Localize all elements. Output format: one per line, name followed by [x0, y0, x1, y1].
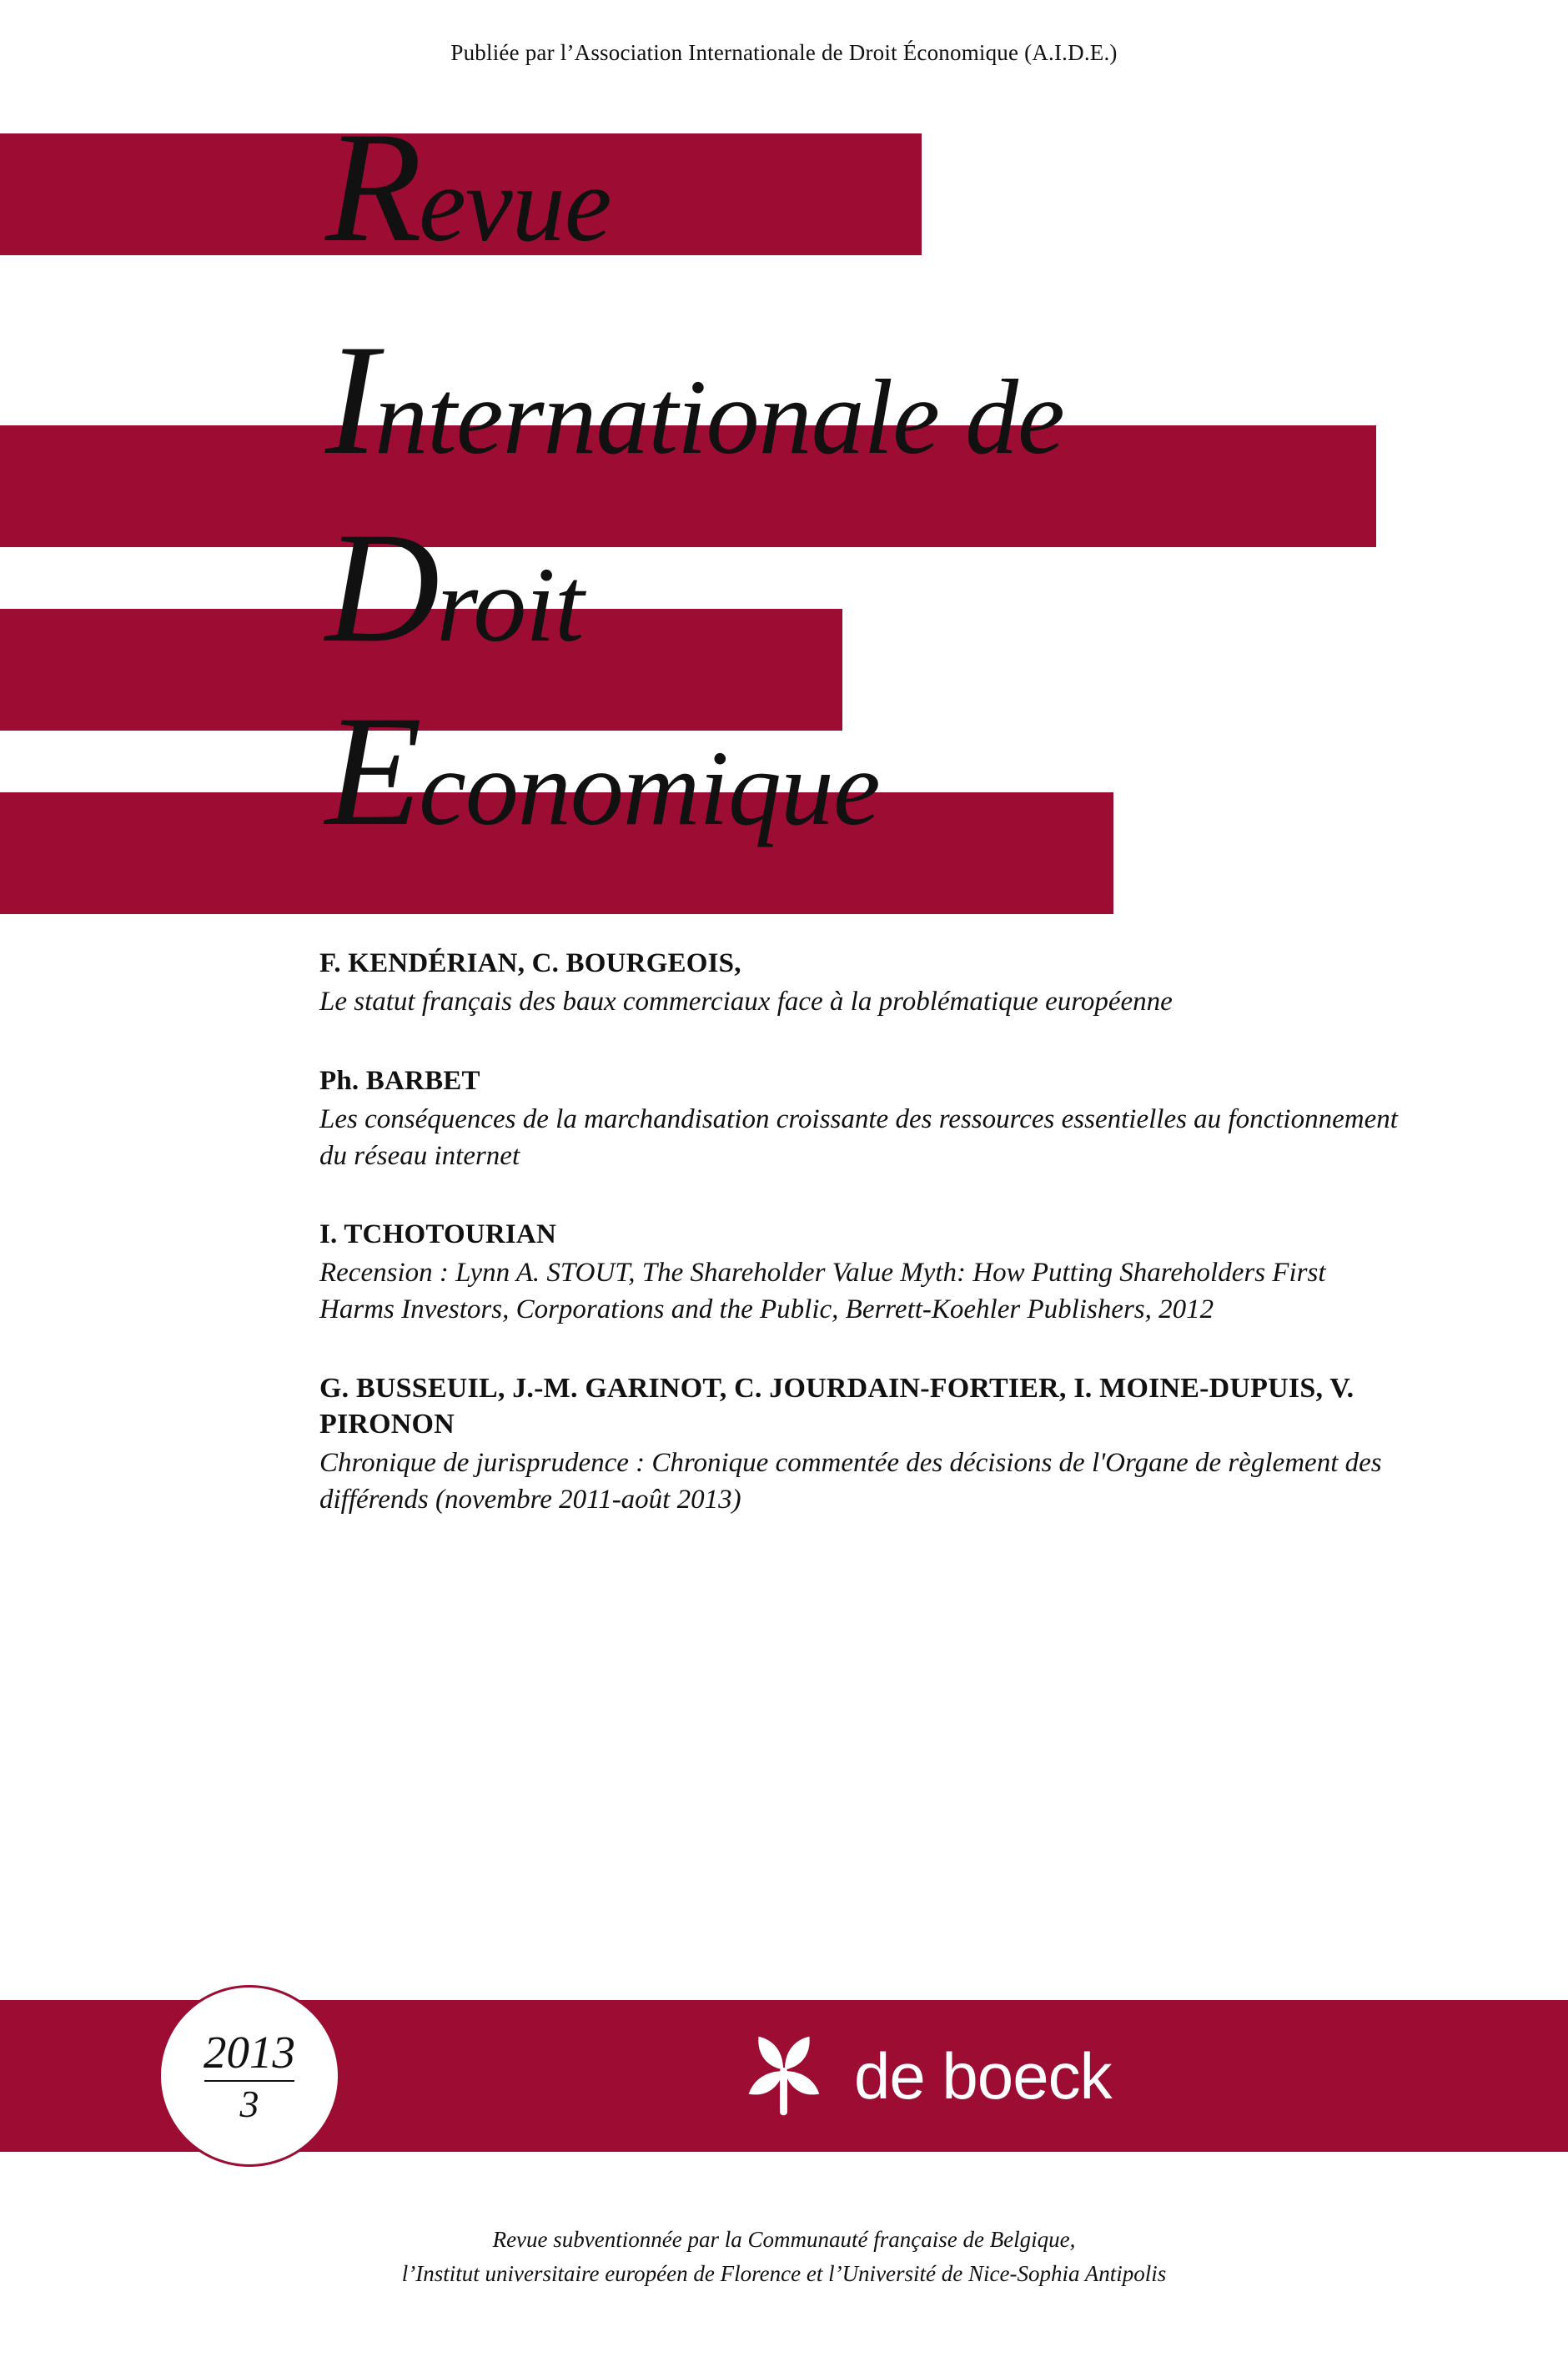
masthead-word-internationale-de: nternationale de [374, 358, 1064, 476]
footer-line-2: l’Institut universitaire européen de Florence et l’Université de Nice-Sophia Antipolis [401, 2260, 1167, 2286]
masthead-initial-r: R [325, 100, 420, 275]
entry-authors: I. TCHOTOURIAN [319, 1219, 556, 1250]
entry-authors: F. KENDÉRIAN, C. BOURGEOIS, [319, 948, 741, 978]
masthead-line-economique [325, 684, 880, 859]
masthead-initial-e: E [325, 684, 420, 859]
masthead [0, 100, 1568, 909]
issue-divider [204, 2080, 294, 2082]
plant-leaf-icon [734, 2027, 832, 2125]
masthead-line-revue [325, 100, 611, 275]
publisher-logo [734, 2027, 1112, 2125]
entry-authors: G. BUSSEUIL, J.-M. GARINOT, C. JOURDAIN-FORTIER, I. MOINE-DUPUIS, V. PIRONON [319, 1373, 1354, 1440]
entry-title: Chronique de jurisprudence : Chronique commentée des décisions de l'Organe de règlement des différends (novembre 2011-août 2013) [319, 1448, 1382, 1515]
masthead-word-revue: evue [419, 145, 611, 264]
masthead-initial-i: I [325, 313, 375, 488]
publisher-line: Publiée par l’Association Internationale de Droit Économique (A.I.D.E.) [450, 40, 1118, 65]
entry-title: Les conséquences de la marchandisation croissante des ressources essentielles au fonctionnement du réseau internet [319, 1104, 1398, 1171]
entry-title: Le statut français des baux commerciaux face à la problématique européenne [319, 987, 1173, 1018]
contents-entry [319, 947, 1404, 1021]
masthead-word-economique: conomique [419, 729, 880, 847]
contents-entry [319, 1218, 1404, 1328]
entry-authors: Ph. BARBET [319, 1065, 480, 1096]
masthead-line-droit [325, 500, 584, 676]
contents-list [319, 947, 1404, 1562]
issue-year: 2013 [204, 2026, 295, 2078]
masthead-word-droit: roit [436, 545, 584, 664]
issue-badge [158, 1985, 340, 2167]
masthead-line-internationale [325, 313, 1064, 488]
footer-line-1: Revue subventionnée par la Communauté française de Belgique, [492, 2227, 1076, 2252]
masthead-initial-d: D [325, 500, 437, 676]
contents-entry [319, 1371, 1404, 1518]
entry-title: Recension : Lynn A. STOUT, The Shareholder Value Myth: How Putting Shareholders First Harms Investors, Corporations and the Public, Berrett-Koehler Publishers, 2012 [319, 1258, 1326, 1324]
publisher-wordmark: de boeck [854, 2039, 1112, 2113]
contents-entry [319, 1064, 1404, 1174]
issue-number: 3 [239, 2083, 259, 2126]
footer [0, 2223, 1568, 2290]
